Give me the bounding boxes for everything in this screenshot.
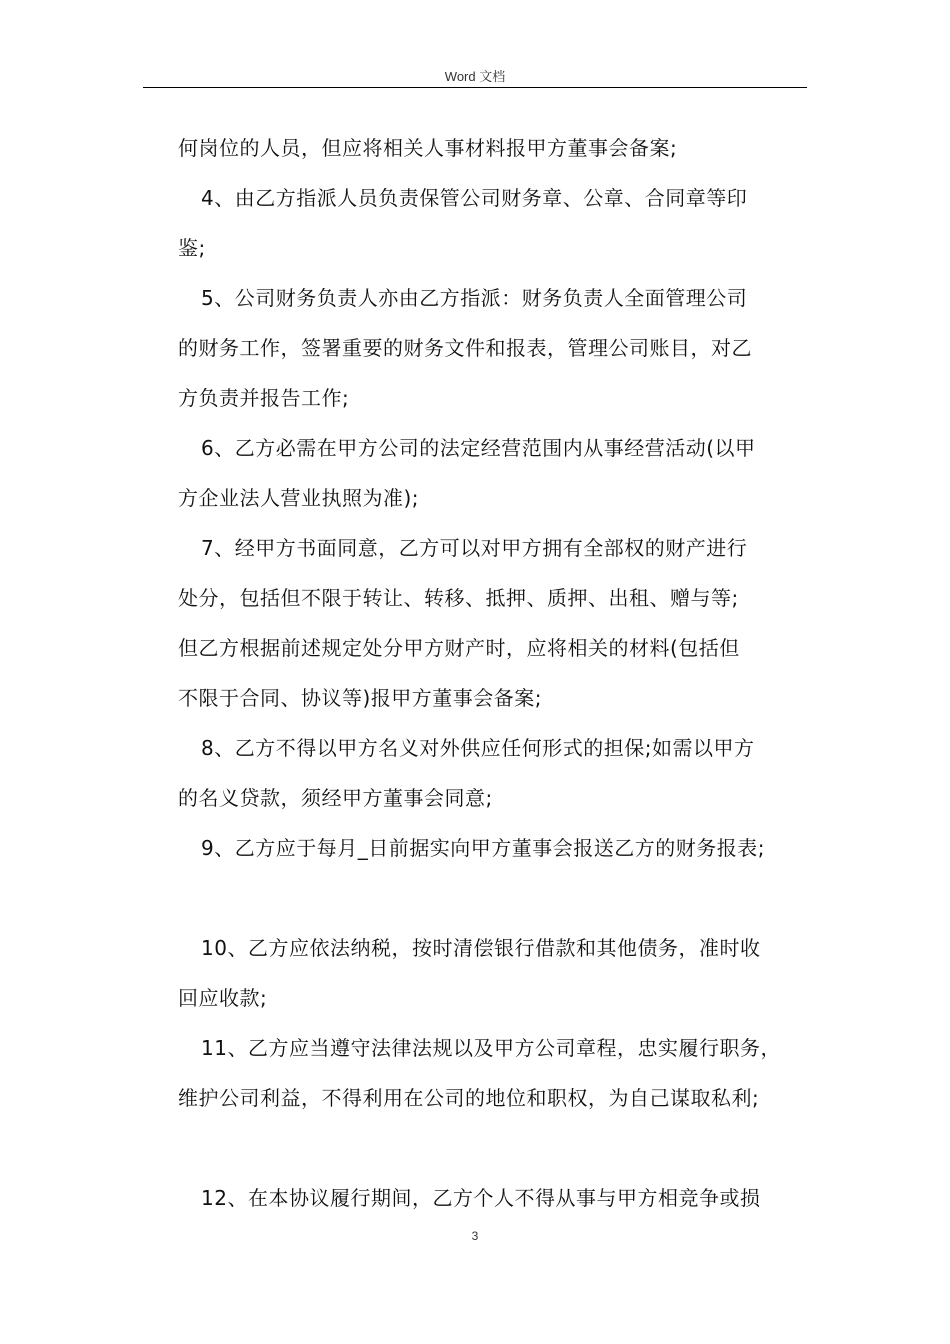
text-line: 何岗位的人员，但应将相关人事材料报甲方董事会备案; [178, 136, 678, 160]
text-line: 10、乙方应依法纳税，按时清偿银行借款和其他债务，准时收 [201, 936, 761, 960]
text-line: 11、乙方应当遵守法律法规以及甲方公司章程，忠实履行职务， [201, 1036, 781, 1060]
text-line: 鉴; [178, 236, 206, 260]
page-header-title: Word 文档 [444, 69, 506, 84]
text-line: 回应收款; [178, 986, 268, 1010]
text-line: 5、公司财务负责人亦由乙方指派：财务负责人全面管理公司 [201, 286, 748, 310]
text-line: 但乙方根据前述规定处分甲方财产时，应将相关的材料(包括但 [178, 636, 740, 660]
document-body [178, 128, 808, 1228]
blank-line [178, 1128, 808, 1178]
header-divider [143, 87, 807, 88]
text-line: 8、乙方不得以甲方名义对外供应任何形式的担保;如需以甲方 [201, 736, 755, 760]
text-line: 不限于合同、协议等)报甲方董事会备案; [178, 686, 543, 710]
text-line: 12、在本协议履行期间，乙方个人不得从事与甲方相竞争或损 [201, 1186, 761, 1210]
text-line: 6、乙方必需在甲方公司的法定经营范围内从事经营活动(以甲 [201, 436, 756, 460]
text-line: 处分，包括但不限于转让、转移、抵押、质押、出租、赠与等; [178, 586, 739, 610]
text-line: 4、由乙方指派人员负责保管公司财务章、公章、合同章等印 [201, 186, 748, 210]
page-number: 3 [471, 1229, 479, 1243]
text-line: 的名义贷款，须经甲方董事会同意; [178, 786, 493, 810]
blank-line [178, 878, 808, 928]
text-line: 9、乙方应于每月_日前据实向甲方董事会报送乙方的财务报表; [201, 836, 765, 860]
text-line: 维护公司利益，不得利用在公司的地位和职权，为自己谋取私利; [178, 1086, 760, 1110]
text-line: 方企业法人营业执照为准); [178, 486, 420, 510]
text-line: 方负责并报告工作; [178, 386, 350, 410]
text-line: 的财务工作，签署重要的财务文件和报表，管理公司账目，对乙 [178, 336, 752, 360]
text-line: 7、经甲方书面同意，乙方可以对甲方拥有全部权的财产进行 [201, 536, 748, 560]
